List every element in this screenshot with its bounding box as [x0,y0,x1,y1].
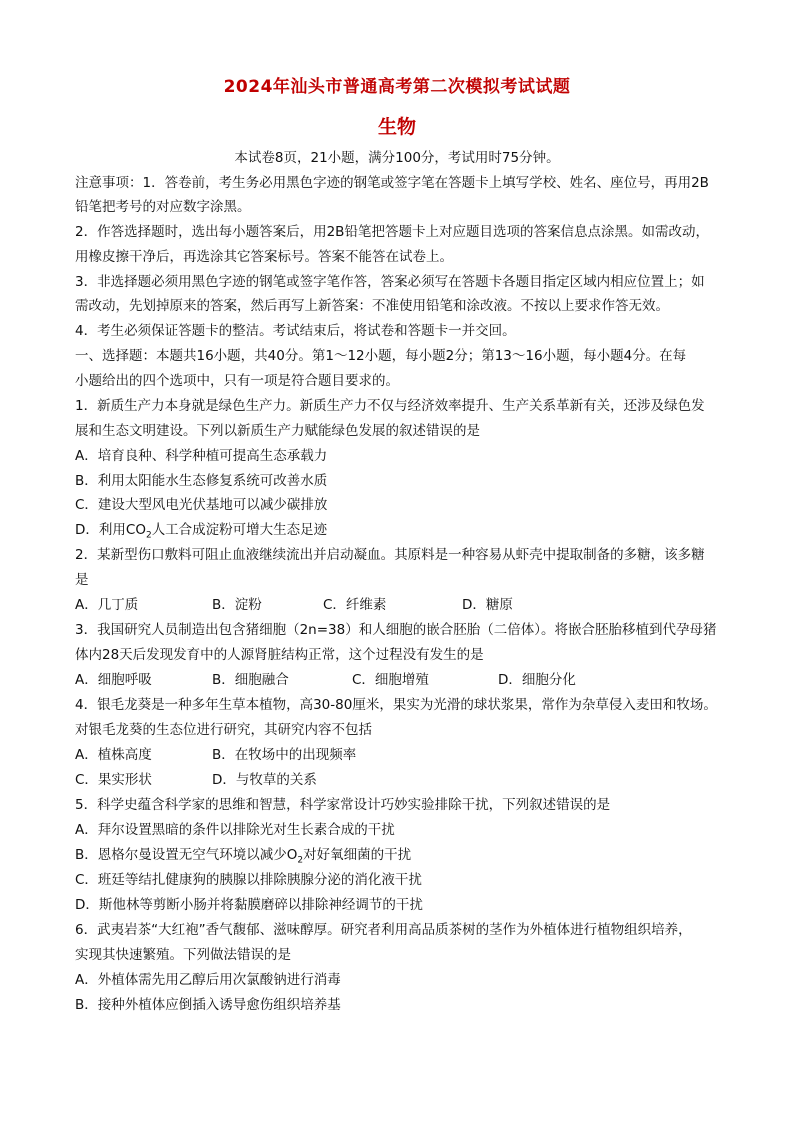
q5-option-b-subscript: 2 [297,855,304,866]
q6-option-b: B．接种外植体应倒插入诱导愈伤组织培养基 [75,997,341,1013]
exam-info: 本试卷8页，21小题，满分100分，考试用时75分钟。 [234,150,560,166]
notes-line-1: 注意事项：1．答卷前，考生务必用黑色字迹的钢笔或签字笔在答题卡上填写学校、姓名、座位号，再用2B [75,175,709,191]
q3-stem-line-1: 3．我国研究人员制造出包含猪细胞（2n=38）和人细胞的嵌合胚胎（二倍体）。将嵌合胚胎移植到代孕母猪 [75,622,717,638]
section-heading-line-1: 一、选择题：本题共16小题，共40分。第1～12小题，每小题2分；第13～16小题，每小题4分。在每 [75,348,687,364]
notes-line-5: 3．非选择题必须用黑色字迹的钢笔或签字笔作答，答案必须写在答题卡各题目指定区域内相应位置上；如 [75,274,705,290]
q1-stem-line-2: 展和生态文明建设。下列以新质生产力赋能绿色发展的叙述错误的是 [75,423,480,439]
q2-stem-line-2: 是 [75,572,89,588]
q5-option-b [75,845,735,871]
notes-line-6: 需改动，先划掉原来的答案，然后再写上新答案：不准使用铅笔和涂改液。不按以上要求作答无效。 [75,298,669,314]
q5-option-b-rest: 对好氧细菌的干扰 [303,847,412,863]
q3-stem-line-2: 体内28天后发现发育中的人源肾脏结构正常，这个过程没有发生的是 [75,647,484,663]
q1-option-b: B．利用太阳能水生态修复系统可改善水质 [75,473,328,489]
q4-stem-line-2: 对银毛龙葵的生态位进行研究，其研究内容不包括 [75,722,372,738]
notes-line-7: 4．考生必须保证答题卡的整洁。考试结束后，将试卷和答题卡一并交回。 [75,323,516,339]
q4-option-b: B．在牧场中的出现频率 [212,747,357,763]
q1-option-d-rest: 人工合成淀粉可增大生态足迹 [151,522,328,538]
q3-option-c: C．细胞增殖 [352,672,429,688]
notes-line-4: 用橡皮擦干净后，再选涂其它答案标号。答案不能答在试卷上。 [75,249,453,265]
q4-option-a: A．植株高度 [75,747,152,763]
q2-option-b: B．淀粉 [212,597,262,613]
q5-option-b-text: B．恩格尔曼设置无空气环境以减少O [75,847,298,863]
q3-option-d: D．细胞分化 [498,672,576,688]
q4-option-d: D．与牧草的关系 [212,772,317,788]
subject-title: 生物 [377,116,416,138]
q1-stem-line-1: 1．新质生产力本身就是绿色生产力。新质生产力不仅与经济效率提升、生产关系革新有关，还涉及绿色发 [75,398,705,414]
q5-option-a: A．拜尔设置黑暗的条件以排除光对生长素合成的干扰 [75,822,395,838]
q3-option-b: B．细胞融合 [212,672,289,688]
notes-line-3: 2．作答选择题时，选出每小题答案后，用2B铅笔把答题卡上对应题目选项的答案信息点涂黑。如需改动， [75,224,709,240]
q1-option-d [75,520,735,546]
q2-option-a: A．几丁质 [75,597,139,613]
q2-option-c: C．纤维素 [323,597,387,613]
q1-option-a: A．培育良种、科学种植可提高生态承载力 [75,448,328,464]
exam-title: 2024年汕头市普通高考第二次模拟考试试题 [223,77,571,97]
q1-option-c: C．建设大型风电光伏基地可以减少碳排放 [75,497,328,513]
q5-stem-line-1: 5．科学史蕴含科学家的思维和智慧，科学家常设计巧妙实验排除干扰，下列叙述错误的是 [75,797,611,813]
q4-option-c: C．果实形状 [75,772,152,788]
q6-stem-line-1: 6．武夷岩茶“大红袍”香气馥郁、滋味醇厚。研究者利用高品质茶树的茎作为外植体进行植物组织培养， [75,922,692,938]
q2-stem-line-1: 2．某新型伤口敷料可阻止血液继续流出并启动凝血。其原料是一种容易从虾壳中提取制备的多糖，该多糖 [75,547,705,563]
q6-option-a: A．外植体需先用乙醇后用次氯酸钠进行消毒 [75,972,341,988]
q1-option-d-subscript: 2 [145,530,152,541]
q3-option-a: A．细胞呼吸 [75,672,152,688]
q6-stem-line-2: 实现其快速繁殖。下列做法错误的是 [75,947,291,963]
q5-option-c: C．班廷等结扎健康狗的胰腺以排除胰腺分泌的消化液干扰 [75,872,422,888]
q2-option-d: D．糖原 [462,597,513,613]
q4-stem-line-1: 4．银毛龙葵是一种多年生草本植物，高30-80厘米，果实为光滑的球状浆果，常作为杂草侵入麦田和牧场。 [75,697,717,713]
q5-option-d: D．斯他林等剪断小肠并将黏膜磨碎以排除神经调节的干扰 [75,897,423,913]
section-heading-line-2: 小题给出的四个选项中，只有一项是符合题目要求的。 [75,373,399,389]
q1-option-d-text: D．利用CO [75,522,146,538]
notes-line-2: 铅笔把考号的对应数字涂黑。 [75,199,251,215]
